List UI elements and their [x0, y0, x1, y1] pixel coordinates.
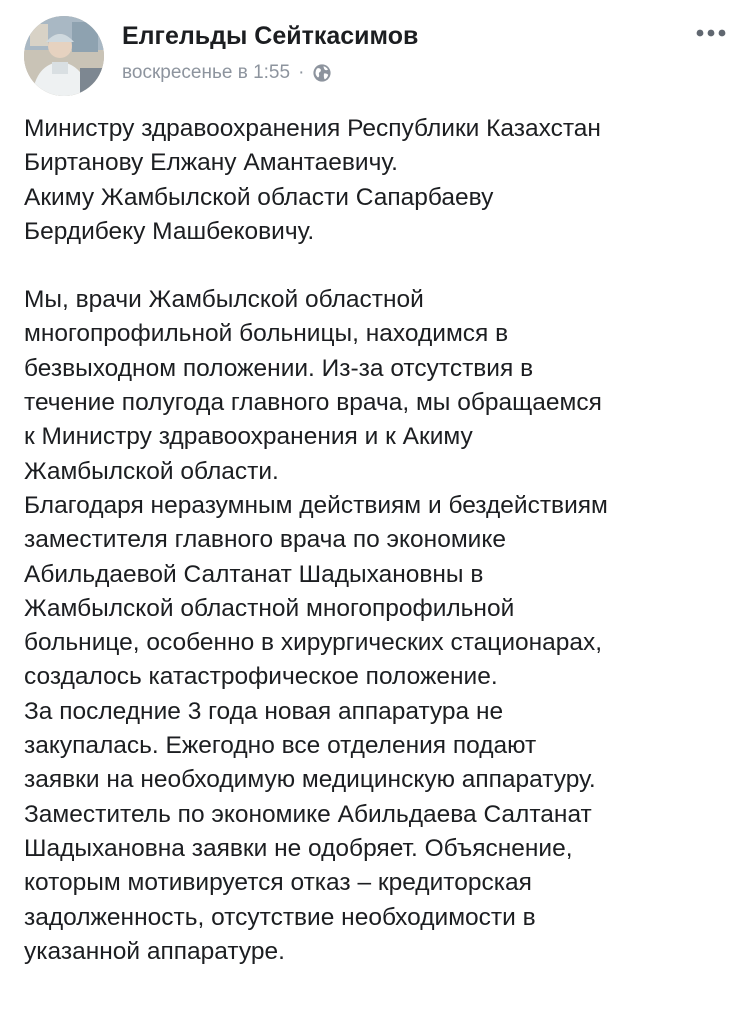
post-header: [24, 12, 726, 88]
post-timestamp[interactable]: воскресенье в 1:55: [122, 62, 291, 83]
author-name[interactable]: Елгельды Сейткасимов: [122, 22, 419, 50]
post-meta: [122, 62, 332, 84]
avatar-photo-icon: [24, 16, 104, 96]
globe-icon[interactable]: [312, 63, 332, 83]
post-body: [24, 112, 728, 969]
meta-separator: ·: [298, 62, 305, 83]
post-address-paragraph: Министру здравоохранения Республики Казахстан Биртанову Елжану Амантаевичу. Акиму Жамбылской области Сапарбаеву Бердибеку Машбековичу.: [24, 115, 601, 245]
post-text-paragraph: Мы, врачи Жамбылской областной многопрофильной больницы, находимся в безвыходном положении. Из-за отсутствия в течение полугода главного врача, мы обращаемся к Министру здравоохранения и к Акиму Жамбылской области. Благодаря неразумным действиям и бездействиям заместителя главного врача по экономике Абильдаевой Салтанат Шадыхановны в Жамбылской областной многопрофильной больнице, особенно в хирургических стационарах, создалось катастрофическое положение. За последние 3 года новая аппаратура не закупалась. Ежегодно все отделения подают заявки на необходимую медицинскую аппаратуру. Заместитель по экономике Абильдаева Салтанат Шадыхановна заявки не одобряет. Объяснение, которым мотивируется отказ – кредиторская задолженность, отсутствие необходимости в указанной аппаратуре.: [24, 286, 608, 965]
more-horizontal-icon[interactable]: [696, 26, 726, 40]
avatar[interactable]: [24, 16, 104, 96]
paragraph-gap: [24, 249, 728, 283]
